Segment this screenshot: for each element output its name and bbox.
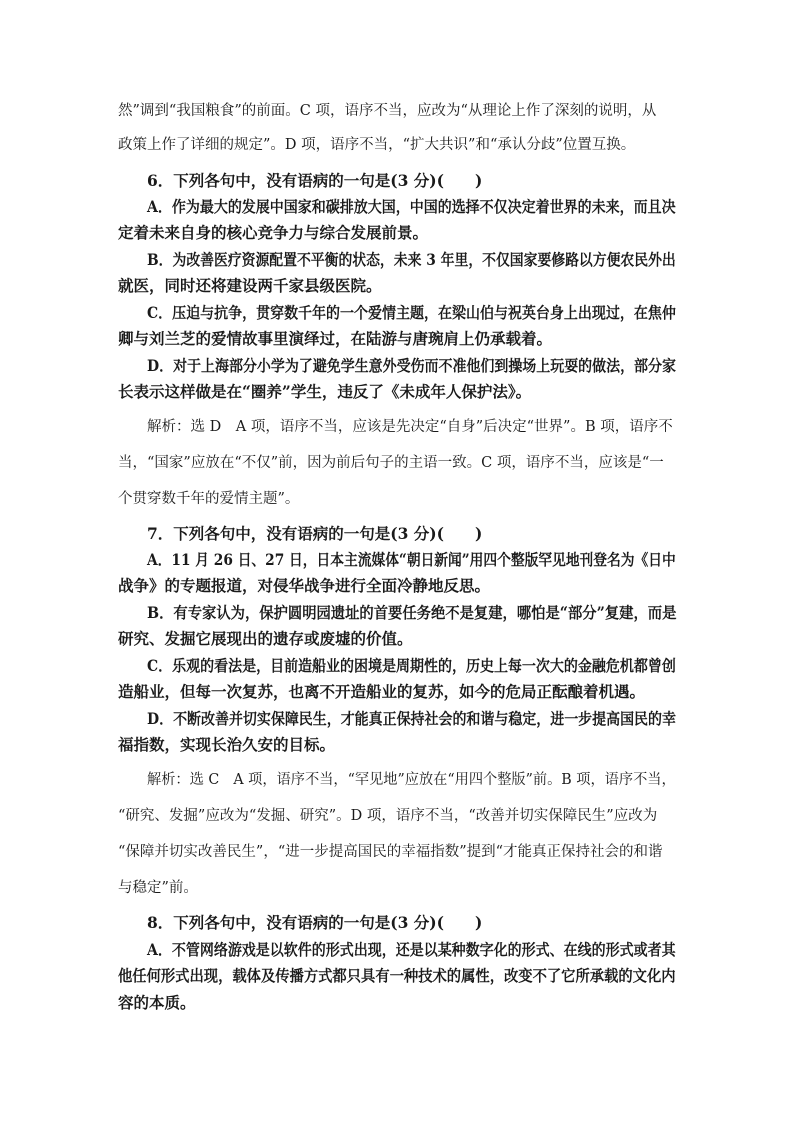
explanation-7-cont: “研究、发掘”应改为“发掘、研究”。D 项，语序不当，“改善并切实保障民生”应改为 bbox=[118, 808, 658, 824]
question-6-stem: 6．下列各句中，没有语病的一句是(3 分)( ) bbox=[147, 171, 483, 190]
option-8a-cont: 他任何形式出现，载体及传播方式都只具有一种技术的属性，改变不了它所承载的文化内 bbox=[118, 966, 676, 985]
question-7-stem: 7．下列各句中，没有语病的一句是(3 分)( ) bbox=[147, 524, 483, 543]
option-7a: A．11 月 26 日、27 日，日本主流媒体“朝日新闻”用四个整版罕见地刊登名为《日中 bbox=[147, 550, 676, 569]
option-7c: C．乐观的看法是，目前造船业的困境是周期性的，历史上每一次大的金融危机都曾创 bbox=[147, 656, 676, 675]
question-8-stem: 8．下列各句中，没有语病的一句是(3 分)( ) bbox=[147, 913, 483, 932]
explanation-6-cont: 当，“国家”应放在“不仅”前，因为前后句子的主语一致。C 项，语序不当，应该是“一 bbox=[118, 455, 664, 471]
explanation-6-cont: 个贯穿数千年的爱情主题”。 bbox=[118, 491, 300, 507]
explanation-6: 解析：选 D A 项，语序不当，应该是先决定“自身”后决定“世界”。B 项，语序不 bbox=[147, 419, 673, 435]
option-6a-cont: 定着未来自身的核心竞争力与综合发展前景。 bbox=[118, 223, 429, 242]
option-6c-cont: 卿与刘兰芝的爱情故事里演绎过，在陆游与唐琬肩上仍承载着。 bbox=[118, 329, 553, 348]
explanation-7-cont: “保障并切实改善民生”，“进一步提高国民的幸福指数”提到“才能真正保持社会的和谐 bbox=[118, 844, 663, 860]
explanation-7: 解析：选 C A 项，语序不当，“罕见地”应放在“用四个整版”前。B 项，语序不当， bbox=[147, 772, 676, 788]
option-7d: D．不断改善并切实保障民生，才能真正保持社会的和谐与稳定，进一步提高国民的幸 bbox=[147, 709, 676, 728]
option-8a-cont: 容的本质。 bbox=[118, 993, 196, 1012]
option-7c-cont: 造船业，但每一次复苏，也离不开造船业的复苏，如今的危局正酝酿着机遇。 bbox=[118, 682, 646, 701]
option-7b-cont: 研究、发掘它展现出的遗存或废墟的价值。 bbox=[118, 629, 413, 648]
explanation-line: 政策上作了详细的规定”。D 项，语序不当，“扩大共识”和“承认分歧”位置互换。 bbox=[118, 137, 636, 153]
option-6b-cont: 就医，同时还将建设两千家县级医院。 bbox=[118, 276, 382, 295]
option-7d-cont: 福指数，实现长治久安的目标。 bbox=[118, 735, 336, 754]
option-6c: C．压迫与抗争，贯穿数千年的一个爱情主题，在梁山伯与祝英台身上出现过，在焦仲 bbox=[147, 303, 676, 322]
option-7b: B．有专家认为，保护圆明园遗址的首要任务绝不是复建，哪怕是“部分”复建，而是 bbox=[147, 603, 677, 622]
explanation-7-cont: 与稳定”前。 bbox=[118, 880, 198, 896]
option-6b: B．为改善医疗资源配置不平衡的状态，未来 3 年里，不仅国家要修路以方便农民外出 bbox=[147, 250, 676, 269]
explanation-line: 然”调到“我国粮食”的前面。C 项，语序不当，应改为“从理论上作了深刻的说明，从 bbox=[118, 103, 657, 119]
option-6a: A．作为最大的发展中国家和碳排放大国，中国的选择不仅决定着世界的未来，而且决 bbox=[147, 197, 676, 216]
option-8a: A．不管网络游戏是以软件的形式出现，还是以某种数字化的形式、在线的形式或者其 bbox=[147, 940, 676, 959]
option-7a-cont: 战争》的专题报道，对侵华战争进行全面冷静地反思。 bbox=[118, 576, 491, 595]
option-6d-cont: 长表示这样做是在“圈养”学生，违反了《未成年人保护法》。 bbox=[118, 382, 532, 401]
option-6d: D．对于上海部分小学为了避免学生意外受伤而不准他们到操场上玩耍的做法，部分家 bbox=[147, 356, 676, 375]
